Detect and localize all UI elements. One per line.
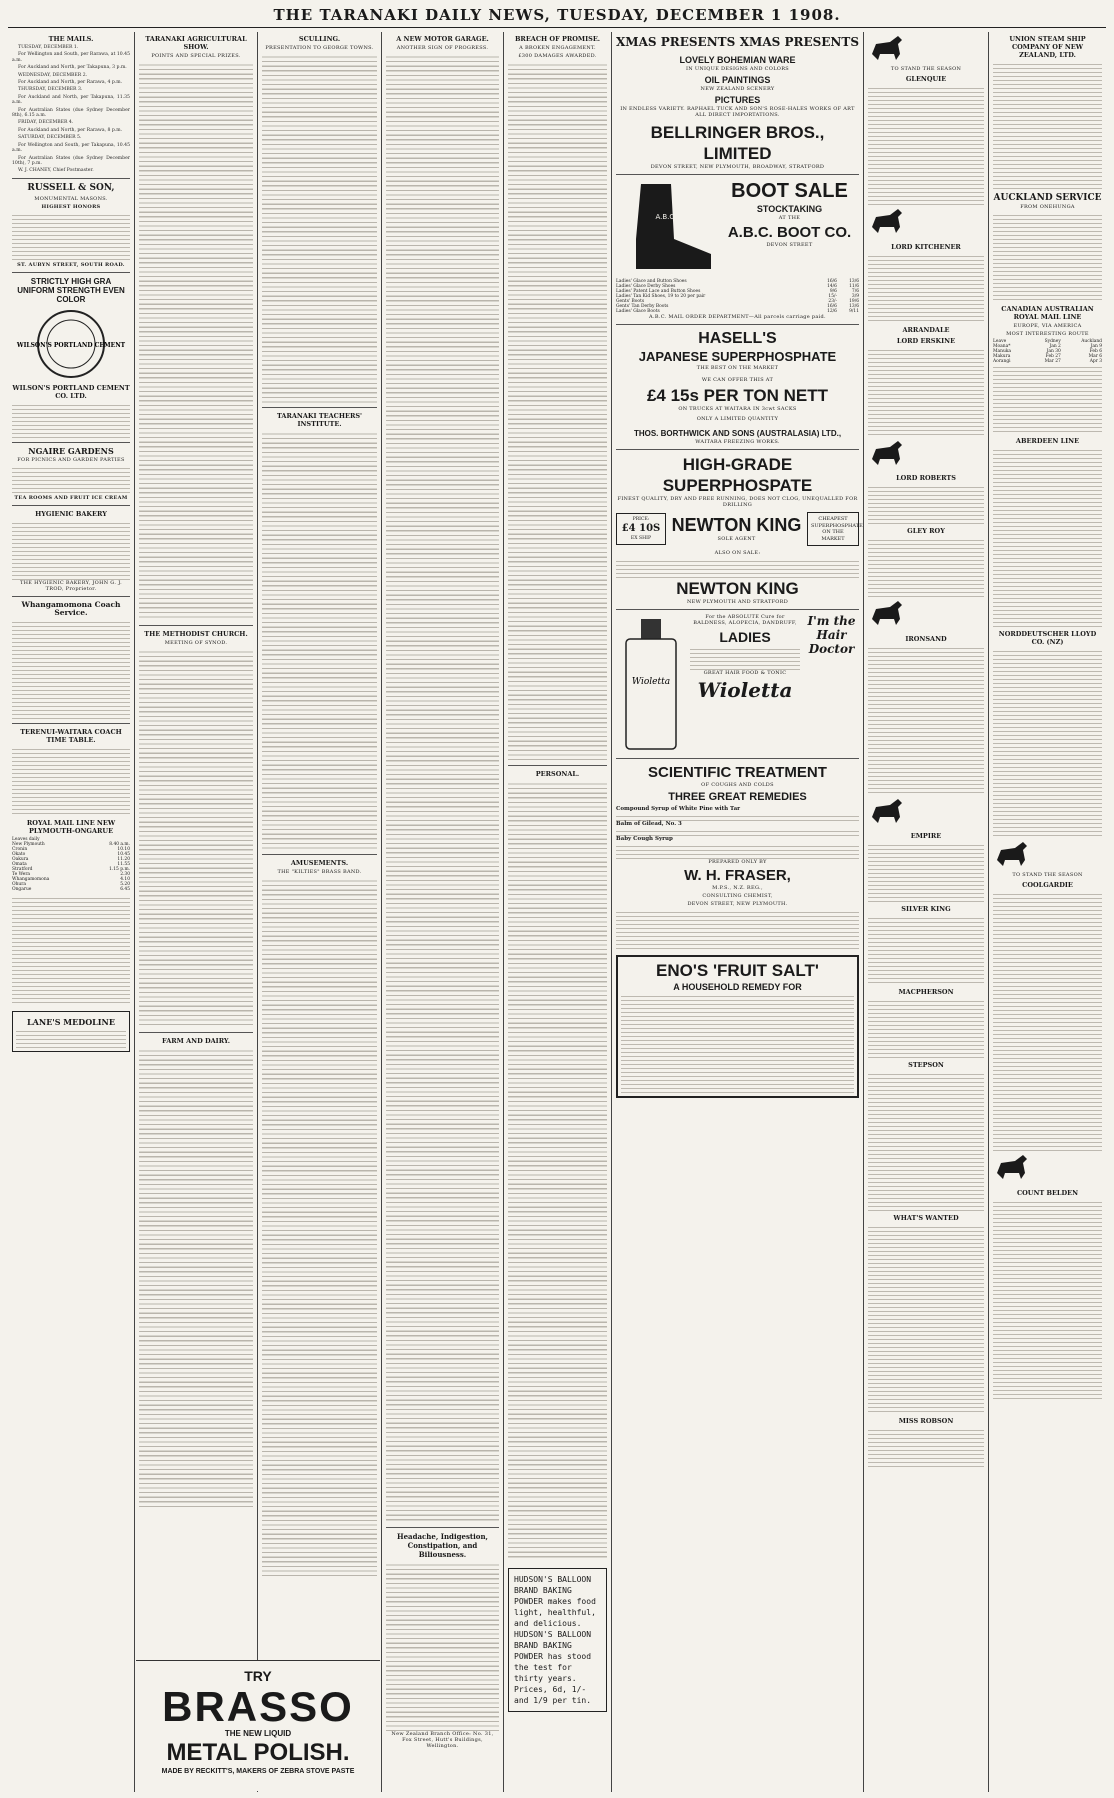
count-belden-title: COUNT BELDEN [1016, 1188, 1079, 1197]
motor-sub: ANOTHER SIGN OF PROGRESS. [396, 45, 489, 51]
aberdeen-title: ABERDEEN LINE [1015, 437, 1080, 445]
fraser-addr: DEVON STREET, NEW PLYMOUTH. [687, 901, 788, 907]
empire-title: EMPIRE [910, 832, 942, 841]
stepson-title: STEPSON [908, 1061, 944, 1070]
cement-seal-text: WILSON'S PORTLAND CEMENT [16, 341, 126, 349]
silver-king-title: SILVER KING [901, 905, 951, 914]
arrandale-title: ARRANDALE [902, 325, 950, 334]
royal-mail-row-cell: Whangamomona [12, 876, 50, 882]
xmas-header [616, 35, 859, 50]
boot-price-table [616, 279, 859, 314]
royal-mail-row-cell: 1.15 p.m. [109, 866, 130, 872]
royal-mail-table [12, 837, 130, 892]
sci-remedy-1: Compound Syrup of White Pine with Tar [616, 806, 741, 812]
brasso-try: TRY [244, 1668, 272, 1684]
hasell-price: £4 15s PER TON NETT [646, 386, 829, 405]
medoline-title: LANE'S MEDOLINE [27, 1016, 115, 1027]
boot-price-row-cell: Ladies' Patent Lace and Button Shoes [616, 289, 701, 294]
terenui-title: TERENUI-WAITARA COACH TIME TABLE. [20, 727, 122, 744]
terenui-body [12, 746, 130, 816]
union-row-cell: Jan 9 [1090, 344, 1102, 349]
boot-price-row-cell: 11/6 [849, 284, 859, 289]
union-row-cell: Mar 6 [1088, 354, 1102, 359]
royal-mail-row-cell: 11.20 [117, 856, 130, 862]
gleyroy-title: GLEY ROY [907, 527, 945, 536]
bottle-label: Wioletta [631, 677, 671, 687]
newton-king-2-sub: NEW PLYMOUTH AND STRATFORD [686, 599, 789, 605]
brasso-made: MADE BY RECKITT'S, MAKERS OF ZEBRA STOVE PASTE [161, 1768, 355, 1775]
boot-price-row-cell: 23/- [828, 299, 837, 304]
medoline-body [16, 1028, 126, 1048]
boot-price-row-cell: 12/6 [827, 309, 837, 314]
boot-price-row-cell: Ladies' Glace and Button Shoes [616, 279, 687, 284]
hygienic-sig: THE HYGIENIC BAKERY, JOHN G. J. TROD, Proprietor. [19, 579, 123, 592]
column-8 [989, 32, 1106, 1792]
show-title: TARANAKI AGRICULTURAL SHOW. [145, 35, 247, 51]
column-1 [8, 32, 134, 1792]
horse-icon [868, 34, 908, 62]
transhipping: MOST INTERESTING ROUTE [1006, 331, 1089, 337]
royal-mail-row-cell: Oakura [12, 856, 29, 862]
hair-doctor: I'm the Hair Doctor [807, 614, 856, 656]
royal-mail-row-cell: Ohura [12, 881, 26, 887]
to-stand-2: TO STAND THE SEASON [1012, 872, 1083, 879]
union-row-cell: Apr 3 [1089, 359, 1102, 364]
headache-sig: New Zealand Branch Office: No. 31, Fox Street, Hutt's Buildings, Wellington. [391, 1731, 494, 1749]
boot-price-row-cell: 19/6 [849, 299, 859, 304]
boot-price-row-cell: 16/6 [827, 304, 837, 309]
hygienic-title: HYGIENIC BAKERY [35, 509, 107, 518]
hair-brand: Wioletta [697, 678, 793, 702]
amusements-sub: THE "KILTIES" BRASS BAND. [277, 869, 362, 875]
cement-seal-icon [13, 307, 129, 381]
boot-footer: A.B.C. MAIL ORDER DEPARTMENT—All parcels carriage paid. [649, 314, 826, 320]
breach-title: BREACH OF PROMISE. [514, 35, 601, 43]
royal-mail-row-cell: Ongarue [12, 886, 32, 892]
methodist-body [139, 648, 253, 1028]
union-table [993, 339, 1102, 364]
boot-price-row-cell: Ladies' Glace Derby Shoes [616, 284, 676, 289]
column-7 [864, 32, 988, 1792]
royal-mail-row-cell: Cronin [12, 846, 28, 852]
amusements-body [262, 877, 377, 1577]
union-row-cell: Auckland [1081, 339, 1102, 344]
brasso-polish: METAL POLISH. [166, 1739, 350, 1766]
royal-mail-row-cell: 5.20 [120, 881, 130, 887]
boot-price-row-cell: Ladies' Tan Kid Shoes, 19 to 20 per pair [616, 294, 706, 299]
brasso-new: THE NEW LIQUID [224, 1729, 292, 1738]
hair-product: GREAT HAIR FOOD & TONIC [703, 670, 787, 676]
farm-title: FARM AND DAIRY. [161, 1037, 230, 1045]
boot-sale-title: BOOT SALE [731, 180, 848, 202]
bohemian-sub: IN UNIQUE DESIGNS AND COLORS [685, 66, 790, 72]
canadian-title: CANADIAN AUSTRALIAN ROYAL MAIL LINE [1001, 305, 1094, 321]
union-row-cell: Manuka [993, 349, 1012, 354]
column-2 [135, 32, 257, 1792]
boot-price-row-cell: 9/11 [849, 309, 859, 314]
fraser-agents [616, 909, 859, 949]
breach-body [508, 61, 607, 761]
royal-mail-row-cell: 10.10 [117, 846, 130, 852]
russell-sub: MONUMENTAL MASONS. [34, 195, 108, 202]
methodist-title: THE METHODIST CHURCH. [144, 630, 248, 638]
royal-mail-row-cell: Te Wera [12, 871, 31, 877]
europe-sub: EUROPE, VIA AMERICA [1013, 323, 1082, 329]
mails-list: TUESDAY, DECEMBER 1. For Wellington and South, per Rarawa, at 10.45 a.m. For Auckland and North, per Takapuna, 3 p.m. WEDNESDAY, DECEMBER 2. For Auckland and North, per Rarawa, 4 p.m. THURSDAY, DECEMBER 3. For Auckland and North, per Takapuna, 11.35 a.m. For Australian States (due Sydney December 8th), 6.15 a.m. FRIDAY, DECEMBER 4. For Auckland and North, per Rarawa, 8 p.m. SATURDAY, DECEMBER 5. For Wellington and South, per Takapuna, 10.45 a.m. For Australian States (due Sydney December 10th), 7 p.m. W. J. CHANEY, Chief Postmaster. [12, 45, 130, 174]
russell-body [12, 212, 130, 262]
hasell-sub: JAPANESE SUPERPHOSPHATE [638, 349, 837, 364]
masthead: THE TARANAKI DAILY NEWS, TUESDAY, DECEMBER 1 1908. [273, 6, 841, 24]
personal-title: PERSONAL. [535, 770, 580, 778]
column-5 [504, 32, 611, 1792]
erskine-title: LORD ERSKINE [896, 336, 956, 345]
teachers-body [262, 430, 377, 850]
fraser-prep: PREPARED ONLY BY [708, 859, 767, 865]
auckland-sub: FROM ONEHUNGA [1020, 204, 1075, 210]
xmas-right: XMAS PRESENTS [739, 35, 859, 49]
boot-icon [616, 179, 716, 279]
union-row-cell: Aorangi [993, 359, 1011, 364]
hg-sub: FINEST QUALITY, DRY AND FREE RUNNING, DOES NOT CLOG, UNEQUALLED FOR DRILLING [617, 496, 858, 508]
breach-sub2: £300 DAMAGES AWARDED. [518, 53, 597, 59]
glenquie-title: GLENQUIE [905, 75, 947, 84]
hg-newton-king: NEWTON KING [671, 515, 802, 535]
sci-three: THREE GREAT REMEDIES [668, 791, 807, 803]
union-row-cell: Sydney [1044, 339, 1061, 344]
oil-title: OIL PAINTINGS [704, 75, 771, 85]
horse-icon [993, 1153, 1033, 1181]
gardens-sub: FOR PICNICS AND GARDEN PARTIES [17, 456, 125, 463]
wioletta-ad [616, 614, 859, 754]
horse-icon [868, 439, 908, 467]
royal-mail-row-cell: 2.30 [120, 871, 130, 877]
boot-price-row-cell: 15/- [828, 294, 837, 299]
boot-price-row-cell: Ladies' Glace Boots [616, 309, 660, 314]
union-row-cell: Feb 27 [1045, 354, 1061, 359]
russell-title: RUSSELL & SON, [27, 182, 115, 193]
union-row-cell: Leave [993, 339, 1007, 344]
eno-ad [616, 955, 859, 1098]
union-row-cell: Jan 2 [1049, 344, 1061, 349]
bellringer-title: BELLRINGER BROS., LIMITED [650, 123, 825, 163]
union-row-cell: Makura [993, 354, 1011, 359]
royal-mail-row-cell: 4.10 [120, 876, 130, 882]
borthwick: THOS. BORTHWICK AND SONS (AUSTRALASIA) LTD., [633, 429, 842, 438]
sci-remedy-2: Balm of Gilead, No. 3 [616, 821, 682, 827]
hg-cheapest: CHEAPEST SUPERPHOSPHATE ON THE MARKET [807, 512, 859, 546]
brasso-name: BRASSO [162, 1683, 354, 1730]
whats-wanted-title: WHAT'S WANTED [893, 1214, 959, 1223]
boot-sale-sub: STOCKTAKING [756, 204, 823, 214]
also-on-sale: ALSO ON SALE: [714, 550, 761, 556]
sci-title: SCIENTIFIC TREATMENT [648, 764, 827, 781]
to-stand-1: TO STAND THE SEASON [890, 66, 962, 73]
hasell-trucks: ON TRUCKS AT WAITARA IN 3cwt SACKS [678, 406, 797, 412]
union-row-cell: Mar 27 [1044, 359, 1061, 364]
svg-text:A.B.C.: A.B.C. [655, 213, 677, 221]
fraser-sub: M.P.S., N.Z. REG., [712, 885, 763, 891]
sci-remedy-3: Baby Cough Syrup [616, 836, 673, 842]
union-row-cell: Jan 30 [1046, 349, 1061, 354]
royal-mail-row-cell: Okato [12, 851, 26, 857]
boot-sale-ad [616, 179, 859, 279]
motor-body [386, 53, 499, 1523]
royal-mail-body [12, 895, 130, 1005]
coach-title: Whangamomona Coach Service. [21, 599, 121, 617]
gardens-body [12, 465, 130, 495]
hg-agent: SOLE AGENT [717, 536, 756, 542]
headache-title: Headache, Indigestion, Constipation, and Biliousness. [396, 1532, 488, 1559]
royal-mail-row-cell: 10.45 [117, 851, 130, 857]
boot-price-row-cell: 14/6 [827, 284, 837, 289]
sculling-title: SCULLING. [298, 35, 341, 43]
teachers-title: TARANAKI TEACHERS' INSTITUTE. [276, 412, 363, 428]
xmas-left: XMAS PRESENTS [616, 35, 736, 49]
royal-mail-title: ROYAL MAIL LINE NEW PLYMOUTH-ONGARUE [26, 818, 116, 835]
royal-mail-row-cell: 8.40 a.m. [109, 841, 130, 847]
tea-rooms: TEA ROOMS AND FRUIT ICE CREAM [14, 494, 128, 501]
fraser-name: W. H. FRASER, [684, 867, 791, 884]
kitchener-title: LORD KITCHENER [891, 242, 961, 251]
oil-sub: NEW ZEALAND SCENERY [700, 86, 775, 92]
headache-body [386, 1561, 499, 1731]
ironsand-title: IRONSAND [905, 634, 947, 643]
pictures-title: PICTURES [714, 95, 761, 105]
russell-awards: HIGHEST HONORS [41, 203, 101, 210]
boot-co: A.B.C. BOOT CO. [727, 224, 852, 241]
masthead-rule [8, 27, 1106, 28]
fraser-chem: CONSULTING CHEMIST, [702, 893, 773, 899]
boot-price-row-cell: 7/6 [851, 289, 859, 294]
sci-sub: OF COUGHS AND COLDS [701, 782, 774, 788]
hair-head: For the ABSOLUTE Cure for BALDNESS, ALOPECIA, DANDRUFF, [693, 614, 797, 626]
methodist-sub: MEETING OF SYNOD. [164, 640, 228, 646]
horse-icon [868, 207, 908, 235]
union-row-cell: Moana* [993, 344, 1011, 349]
boot-sale-at: AT THE [778, 215, 801, 221]
russell-address: ST. AUBYN STREET, SOUTH ROAD. [17, 261, 125, 268]
sculling-body [262, 53, 377, 403]
farm-body [139, 1047, 253, 1507]
royal-mail-row-cell: Omata [12, 861, 27, 867]
royal-mail-row [12, 887, 130, 892]
nz-line-title: NORDDEUTSCHER LLOYD CO. (NZ) [998, 630, 1097, 646]
horse-icon [868, 797, 908, 825]
hg-price-box: PRICE: £4 10S EX SHIP [616, 513, 666, 546]
horse-icon [868, 599, 908, 627]
breach-sub: A BROKEN ENGAGEMENT. [519, 45, 596, 51]
royal-mail-row-cell: 11.55 [117, 861, 130, 867]
hair-ladies: LADIES [719, 629, 771, 645]
boot-price-row-cell: Gents' Tan Derby Boots [616, 304, 669, 309]
eno-title: ENO'S 'FRUIT SALT' [656, 961, 819, 980]
cement-headline: STRICTLY HIGH GRA UNIFORM STRENGTH EVEN COLOR [17, 276, 125, 304]
boot-price-row-cell: 16/6 [827, 279, 837, 284]
hasell-best: THE BEST ON THE MARKET [696, 365, 779, 371]
column-4 [382, 32, 503, 1792]
bottle-icon [616, 614, 686, 754]
hudson-ad: HUDSON'S BALLOON BRAND BAKING POWDER makes food light, healthful, and delicious. HUDSON'S BALLOON BRAND BAKING POWDER has stood the test for thirty years. Prices, 6d, 1/- and 1/9 per tin. [508, 1568, 607, 1712]
pictures-sub: IN ENDLESS VARIETY. RAPHAEL TUCK AND SON'S ROSE-HALES WORKS OF ART ALL DIRECT IMPORTATIONS. [620, 106, 855, 118]
hg-price: £4 10S [621, 523, 661, 534]
wilsons-title: WILSON'S PORTLAND CEMENT CO. LTD. [12, 383, 130, 400]
union-row-cell: Feb 6 [1089, 349, 1102, 354]
column-6 [612, 32, 863, 1792]
brasso-ad [136, 1660, 380, 1791]
royal-mail-row-cell: Leaves daily [12, 836, 40, 842]
newton-king-2: NEWTON KING [676, 579, 799, 598]
column-3 [258, 32, 381, 1657]
horse-icon [993, 840, 1033, 868]
show-body [139, 61, 253, 621]
uss-title: UNION STEAM SHIP COMPANY OF NEW ZEALAND, LTD. [1009, 35, 1086, 59]
boot-price-row-cell: 3/9 [851, 294, 859, 299]
eno-body [621, 993, 854, 1093]
hg-title: HIGH-GRADE SUPERPHOSPATE [662, 455, 813, 495]
bellringer-address: DEVON STREET, NEW PLYMOUTH, BROADWAY, STRATFORD [650, 164, 825, 170]
boot-price-row-cell: 9/6 [829, 289, 837, 294]
eno-sub: A HOUSEHOLD REMEDY FOR [673, 982, 802, 992]
royal-mail-row-cell: New Plymouth [12, 841, 45, 847]
roberts-title: LORD ROBERTS [896, 474, 956, 483]
macpherson-title: MACPHERSON [898, 988, 954, 997]
coolgardie-title: COOLGARDIE [1022, 881, 1073, 890]
coach-body [12, 619, 130, 719]
personal-body [508, 780, 607, 1560]
bohemian-title: LOVELY BOHEMIAN WARE [679, 55, 796, 65]
boot-price-row-cell: 13/6 [849, 304, 859, 309]
amusements-title: AMUSEMENTS. [290, 859, 349, 867]
show-sub: POINTS AND SPECIAL PRIZES. [151, 53, 241, 59]
boot-price-row-cell: 13/6 [849, 279, 859, 284]
hygienic-body [12, 520, 130, 580]
motor-title: A NEW MOTOR GARAGE. [396, 35, 489, 43]
hasell-limited: ONLY A LIMITED QUANTITY [696, 416, 779, 422]
royal-mail-row-cell: Stratford [12, 866, 33, 872]
royal-mail-row-cell: 6.45 [120, 886, 130, 892]
sculling-sub: PRESENTATION TO GEORGE TOWNS. [265, 45, 374, 51]
hasell-title: HASELL'S [698, 330, 777, 347]
wilsons-body [12, 402, 130, 438]
gardens-title: NGAIRE GARDENS [28, 445, 114, 456]
hg-price-row [616, 512, 863, 546]
auckland-title: AUCKLAND SERVICE [993, 193, 1102, 203]
miss-robson-title: MISS ROBSON [898, 1417, 954, 1426]
hasell-offer: WE CAN OFFER THIS AT [701, 377, 774, 383]
boot-price-row-cell: Gents' Boots [616, 299, 645, 304]
mails-heading: THE MAILS. [48, 35, 94, 43]
boot-street: DEVON STREET [766, 242, 813, 248]
borthwick-sub: WAITARA FREEZING WORKS. [695, 439, 780, 445]
